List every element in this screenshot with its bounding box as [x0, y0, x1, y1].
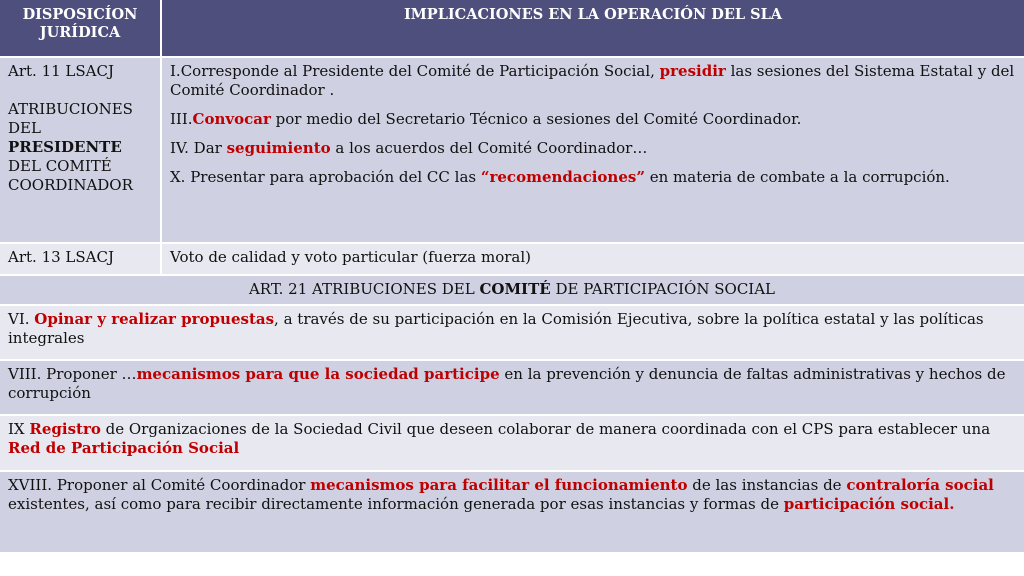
row-art21-heading: ART. 21 ATRIBUCIONES DEL COMITÉ DE PARTICIPACIÓN SOCIAL — [0, 276, 1024, 304]
item-x: X. Presentar para aprobación del CC las “recomendaciones” en materia de combate a la corrupción. — [170, 168, 950, 186]
header-operational-implications: IMPLICACIONES EN LA OPERACIÓN DEL SLA — [162, 0, 1024, 56]
art11-label: Art. 11 LSACJ — [8, 62, 114, 80]
item-iii: III.Convocar por medio del Secretario Técnico a sesiones del Comité Coordinador. — [170, 110, 802, 128]
item-i: I.Corresponde al Presidente del Comité de Participación Social, presidir las sesiones del Sistema Estatal y del Comité Coordinador . — [170, 62, 1015, 99]
row-item-vi: VI. Opinar y realizar propuestas, a través de su participación en la Comisión Ejecutiva, sobre la política estatal y las políticas integrales — [0, 306, 1024, 359]
row-item-xviii: XVIII. Proponer al Comité Coordinador mecanismos para facilitar el funcionamiento de las instancias de contraloría social existentes, así como para recibir directamente información generada por esas instancias y formas de participación social. — [0, 472, 1024, 552]
attr-line-5: COORDINADOR — [8, 176, 133, 194]
row-art11-implications — [162, 58, 1024, 242]
header-legal-provision: DISPOSICÍON JURÍDICA — [0, 0, 160, 56]
row-art13-implications: Voto de calidad y voto particular (fuerza moral) — [162, 244, 1024, 274]
attr-line-2: DEL — [8, 119, 41, 137]
attr-line-1: ATRIBUCIONES — [8, 100, 133, 118]
attr-line-4: DEL COMITÉ — [8, 157, 112, 175]
row-art13-provision: Art. 13 LSACJ — [0, 244, 160, 274]
row-item-viii: VIII. Proponer …mecanismos para que la sociedad participe en la prevención y denuncia de faltas administrativas y hechos de corrupción — [0, 361, 1024, 414]
row-item-ix: IX Registro de Organizaciones de la Sociedad Civil que deseen colaborar de manera coordinada con el CPS para establecer una Red de Participación Social — [0, 416, 1024, 470]
item-iv: IV. Dar seguimiento a los acuerdos del Comité Coordinador… — [170, 139, 648, 157]
attr-line-3: PRESIDENTE — [8, 138, 122, 156]
row-art11-provision — [0, 58, 160, 242]
